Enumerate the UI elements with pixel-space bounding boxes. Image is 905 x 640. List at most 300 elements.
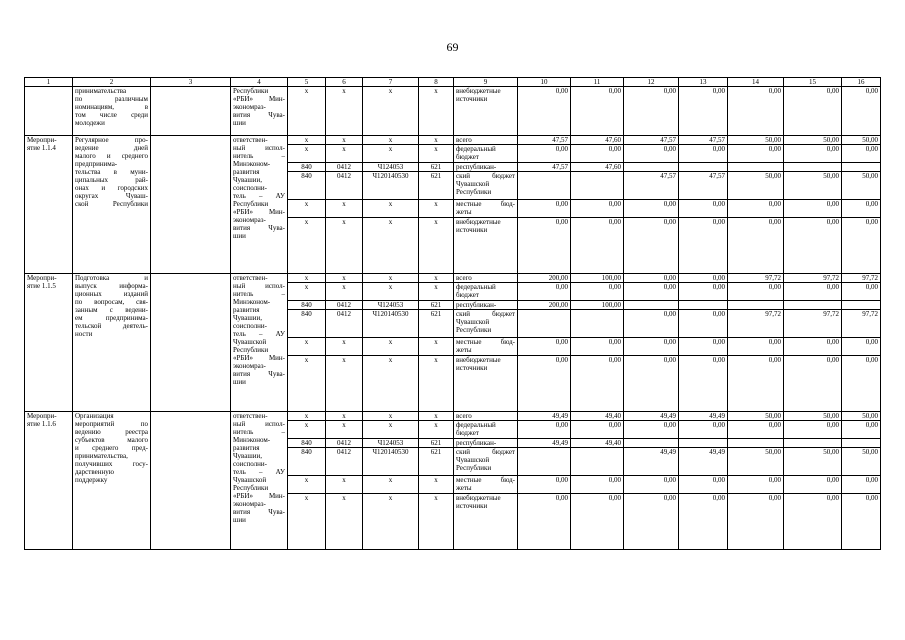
value-cell: [571, 448, 624, 476]
value-cell: [784, 163, 842, 172]
empty-cell: [151, 136, 231, 274]
value-cell: 0,00: [728, 145, 784, 163]
code-cell: x: [288, 421, 326, 439]
code-cell: x: [288, 338, 326, 356]
text-line: источники: [456, 502, 488, 510]
value-cell: 0,00: [842, 283, 881, 301]
source-cell: [454, 448, 518, 476]
value-cell: 50,00: [728, 136, 784, 145]
value-cell: 0,00: [518, 476, 571, 494]
event-name: [73, 274, 151, 412]
code-cell: 0412: [326, 163, 363, 172]
column-header: 4: [231, 78, 288, 87]
value-cell: 0,00: [571, 476, 624, 494]
text-line: вития Чува-: [233, 224, 285, 232]
code-cell: x: [326, 421, 363, 439]
value-cell: 0,00: [571, 356, 624, 412]
value-cell: 0,00: [784, 283, 842, 301]
text-line: Республики: [456, 464, 492, 472]
text-line: Чувашской: [233, 338, 267, 346]
value-cell: 0,00: [679, 283, 728, 301]
text-line: тельской деятель-: [75, 322, 148, 330]
text-line: источники: [456, 95, 488, 103]
source-cell: [454, 136, 518, 145]
value-cell: 50,00: [842, 448, 881, 476]
text-line: Чувашской: [456, 180, 490, 188]
code-cell: x: [288, 412, 326, 421]
text-line: и среднего пред-: [75, 444, 148, 452]
text-line: Республики: [233, 87, 269, 95]
value-cell: 50,00: [842, 136, 881, 145]
text-line: всего: [456, 274, 472, 282]
text-line: федеральный: [456, 283, 496, 291]
text-line: федеральный: [456, 145, 496, 153]
code-cell: x: [419, 494, 454, 550]
value-cell: [518, 310, 571, 338]
value-cell: 0,00: [518, 283, 571, 301]
text-line: Республики: [233, 346, 269, 354]
value-cell: 47,57: [679, 172, 728, 200]
value-cell: [679, 163, 728, 172]
value-cell: 0,00: [728, 200, 784, 218]
text-line: местные бюд-: [456, 338, 515, 346]
text-line: Организация: [75, 412, 114, 420]
value-cell: 0,00: [624, 421, 679, 439]
code-cell: x: [363, 412, 419, 421]
value-cell: 50,00: [728, 448, 784, 476]
value-cell: 0,00: [571, 338, 624, 356]
event-id: [25, 274, 73, 412]
code-cell: x: [419, 87, 454, 136]
executor: [231, 87, 288, 136]
code-cell: Ч120140530: [363, 310, 419, 338]
value-cell: 0,00: [842, 494, 881, 550]
value-cell: 100,00: [571, 301, 624, 310]
code-cell: x: [419, 476, 454, 494]
value-cell: 97,72: [728, 274, 784, 283]
text-line: ный испол-: [233, 144, 285, 152]
text-line: «РБИ» Мин-: [233, 95, 285, 103]
code-cell: x: [288, 87, 326, 136]
code-cell: 621: [419, 310, 454, 338]
text-line: принимательства: [75, 87, 127, 95]
code-cell: 840: [288, 301, 326, 310]
source-cell: [454, 421, 518, 439]
event-id: [25, 136, 73, 274]
value-cell: [518, 172, 571, 200]
text-line: ский бюджет: [456, 310, 515, 318]
value-cell: 0,00: [679, 200, 728, 218]
value-cell: 0,00: [679, 356, 728, 412]
column-header: 3: [151, 78, 231, 87]
text-line: округах Чуваш-: [75, 192, 148, 200]
value-cell: 0,00: [624, 218, 679, 274]
value-cell: [842, 439, 881, 448]
text-line: жеты: [456, 208, 472, 216]
value-cell: [571, 172, 624, 200]
text-line: номинациям, в: [75, 103, 148, 111]
value-cell: 0,00: [784, 476, 842, 494]
value-cell: 0,00: [784, 218, 842, 274]
value-cell: [728, 163, 784, 172]
value-cell: 0,00: [518, 145, 571, 163]
code-cell: x: [419, 283, 454, 301]
value-cell: 47,57: [624, 136, 679, 145]
value-cell: 200,00: [518, 301, 571, 310]
text-line: экономраз-: [233, 362, 266, 370]
text-line: внебюджетные: [456, 87, 501, 95]
code-cell: x: [326, 494, 363, 550]
value-cell: 0,00: [842, 338, 881, 356]
code-cell: x: [288, 200, 326, 218]
value-cell: 47,60: [571, 136, 624, 145]
value-cell: 0,00: [784, 338, 842, 356]
text-line: внебюджетные: [456, 356, 501, 364]
text-line: ской Республики: [75, 200, 148, 208]
text-line: онах и городских: [75, 184, 148, 192]
value-cell: 0,00: [624, 145, 679, 163]
source-cell: [454, 310, 518, 338]
text-line: Минэконом-: [233, 298, 271, 306]
text-line: выпуск информа-: [75, 282, 148, 290]
text-line: ятие 1.1.4: [27, 144, 56, 152]
code-cell: x: [363, 136, 419, 145]
budget-row: [25, 136, 881, 145]
column-header: 2: [73, 78, 151, 87]
text-line: Чувашской: [233, 476, 267, 484]
value-cell: 0,00: [624, 87, 679, 136]
source-cell: [454, 439, 518, 448]
code-cell: x: [419, 136, 454, 145]
page-number: 69: [446, 40, 459, 54]
code-cell: x: [326, 87, 363, 136]
value-cell: [728, 301, 784, 310]
text-line: дарственную: [75, 468, 114, 476]
value-cell: 0,00: [624, 494, 679, 550]
code-cell: x: [419, 356, 454, 412]
text-line: малого и среднего: [75, 152, 148, 160]
value-cell: [842, 163, 881, 172]
column-header: 13: [679, 78, 728, 87]
value-cell: 0,00: [571, 283, 624, 301]
text-line: по вопросам, свя-: [75, 298, 148, 306]
event-name: [73, 136, 151, 274]
value-cell: 0,00: [571, 421, 624, 439]
value-cell: 0,00: [842, 356, 881, 412]
value-cell: 0,00: [624, 476, 679, 494]
value-cell: 49,49: [518, 439, 571, 448]
value-cell: 0,00: [518, 218, 571, 274]
code-cell: x: [288, 356, 326, 412]
code-cell: x: [363, 421, 419, 439]
code-cell: x: [363, 338, 419, 356]
column-header: 6: [326, 78, 363, 87]
value-cell: 47,57: [518, 163, 571, 172]
text-line: молодежи: [75, 119, 105, 127]
value-cell: 0,00: [518, 338, 571, 356]
text-line: тельства в муни-: [75, 168, 148, 176]
text-line: Меропри-: [27, 412, 57, 420]
code-cell: x: [363, 200, 419, 218]
code-cell: 621: [419, 301, 454, 310]
value-cell: 50,00: [784, 412, 842, 421]
empty-cell: [151, 87, 231, 136]
text-line: ем предпринима-: [75, 314, 148, 322]
text-line: соисполни-: [233, 322, 267, 330]
source-cell: [454, 338, 518, 356]
text-line: жеты: [456, 346, 472, 354]
text-line: жеты: [456, 484, 472, 492]
text-line: ный испол-: [233, 420, 285, 428]
value-cell: 0,00: [679, 274, 728, 283]
value-cell: [679, 439, 728, 448]
source-cell: [454, 87, 518, 136]
value-cell: 0,00: [679, 494, 728, 550]
code-cell: x: [326, 136, 363, 145]
value-cell: [679, 301, 728, 310]
code-cell: x: [326, 200, 363, 218]
code-cell: x: [326, 283, 363, 301]
code-cell: x: [363, 145, 419, 163]
code-cell: 621: [419, 439, 454, 448]
text-line: мероприятий по: [75, 420, 148, 428]
source-cell: [454, 494, 518, 550]
text-line: шии: [233, 119, 246, 127]
value-cell: 100,00: [571, 274, 624, 283]
source-cell: [454, 356, 518, 412]
code-cell: x: [363, 218, 419, 274]
budget-table: [24, 77, 881, 550]
value-cell: [784, 439, 842, 448]
value-cell: 0,00: [784, 87, 842, 136]
executor: [231, 412, 288, 550]
code-cell: x: [363, 356, 419, 412]
value-cell: 50,00: [842, 412, 881, 421]
value-cell: 0,00: [518, 200, 571, 218]
text-line: развития: [233, 168, 260, 176]
value-cell: 0,00: [728, 218, 784, 274]
value-cell: 0,00: [842, 145, 881, 163]
code-cell: 621: [419, 163, 454, 172]
source-cell: [454, 200, 518, 218]
budget-row: [25, 274, 881, 283]
text-line: «РБИ» Мин-: [233, 492, 285, 500]
value-cell: [784, 301, 842, 310]
text-line: «РБИ» Мин-: [233, 208, 285, 216]
text-line: ционных изданий: [75, 290, 148, 298]
text-line: источники: [456, 364, 488, 372]
value-cell: 0,00: [728, 87, 784, 136]
text-line: республикан-: [456, 439, 497, 447]
text-line: получивших госу-: [75, 460, 148, 468]
text-line: Республики: [456, 326, 492, 334]
text-line: субъектов малого: [75, 436, 148, 444]
value-cell: [842, 301, 881, 310]
text-line: Республики: [233, 484, 269, 492]
executor: [231, 274, 288, 412]
value-cell: 50,00: [842, 172, 881, 200]
code-cell: x: [419, 218, 454, 274]
code-cell: x: [288, 494, 326, 550]
empty-cell: [25, 87, 73, 136]
text-line: экономраз-: [233, 500, 266, 508]
text-line: шии: [233, 516, 246, 524]
text-line: экономраз-: [233, 103, 266, 111]
text-line: ответствен-: [233, 136, 268, 144]
column-header: 8: [419, 78, 454, 87]
code-cell: x: [326, 145, 363, 163]
column-header: 7: [363, 78, 419, 87]
column-header: 9: [454, 78, 518, 87]
text-line: местные бюд-: [456, 200, 515, 208]
text-line: Регулярное про-: [75, 136, 148, 144]
text-line: тель – АУ: [233, 330, 285, 338]
empty-cell: [151, 274, 231, 412]
code-cell: x: [288, 136, 326, 145]
text-line: ский бюджет: [456, 448, 515, 456]
value-cell: 0,00: [784, 356, 842, 412]
text-line: вития Чува-: [233, 111, 285, 119]
text-line: всего: [456, 412, 472, 420]
value-cell: 0,00: [679, 218, 728, 274]
text-line: всего: [456, 136, 472, 144]
value-cell: 0,00: [784, 200, 842, 218]
text-line: республикан-: [456, 301, 497, 309]
code-cell: 840: [288, 439, 326, 448]
text-line: нитель –: [233, 428, 285, 436]
value-cell: [728, 439, 784, 448]
code-cell: x: [288, 283, 326, 301]
text-line: бюджет: [456, 429, 479, 437]
value-cell: 97,72: [842, 310, 881, 338]
text-line: Республики: [456, 188, 492, 196]
column-header: 1: [25, 78, 73, 87]
code-cell: x: [326, 412, 363, 421]
value-cell: 49,40: [571, 439, 624, 448]
source-cell: [454, 218, 518, 274]
source-cell: [454, 172, 518, 200]
value-cell: 0,00: [728, 421, 784, 439]
code-cell: 621: [419, 448, 454, 476]
value-cell: 0,00: [518, 87, 571, 136]
text-line: бюджет: [456, 291, 479, 299]
empty-cell: [151, 412, 231, 550]
text-line: ский бюджет: [456, 172, 515, 180]
text-line: поддержку: [75, 476, 108, 484]
code-cell: 840: [288, 172, 326, 200]
column-header: 11: [571, 78, 624, 87]
code-cell: x: [288, 476, 326, 494]
source-cell: [454, 274, 518, 283]
code-cell: x: [288, 145, 326, 163]
event-name: [73, 87, 151, 136]
code-cell: x: [326, 218, 363, 274]
value-cell: 47,57: [518, 136, 571, 145]
value-cell: [518, 448, 571, 476]
code-cell: 840: [288, 448, 326, 476]
value-cell: 0,00: [784, 145, 842, 163]
text-line: ответствен-: [233, 274, 268, 282]
value-cell: 0,00: [679, 145, 728, 163]
text-line: источники: [456, 226, 488, 234]
text-line: ведению реестра: [75, 428, 148, 436]
value-cell: 0,00: [624, 338, 679, 356]
value-cell: 47,57: [679, 136, 728, 145]
value-cell: 0,00: [624, 310, 679, 338]
value-cell: [624, 439, 679, 448]
value-cell: 50,00: [728, 172, 784, 200]
text-line: нитель –: [233, 152, 285, 160]
text-line: ответствен-: [233, 412, 268, 420]
text-line: принимательства,: [75, 452, 128, 460]
text-line: по различным: [75, 95, 148, 103]
column-header: 12: [624, 78, 679, 87]
value-cell: 50,00: [784, 172, 842, 200]
code-cell: Ч120140530: [363, 448, 419, 476]
value-cell: 200,00: [518, 274, 571, 283]
text-line: шии: [233, 232, 246, 240]
code-cell: x: [419, 274, 454, 283]
code-cell: Ч124053: [363, 163, 419, 172]
text-line: том числе среди: [75, 111, 148, 119]
text-line: Минэконом-: [233, 160, 271, 168]
text-line: занным с ведени-: [75, 306, 148, 314]
code-cell: 0412: [326, 301, 363, 310]
code-cell: x: [419, 200, 454, 218]
text-line: Чувашии,: [233, 176, 263, 184]
column-header: 10: [518, 78, 571, 87]
code-cell: x: [288, 218, 326, 274]
code-cell: x: [326, 356, 363, 412]
code-cell: 0412: [326, 439, 363, 448]
text-line: тель – АУ: [233, 468, 285, 476]
code-cell: x: [419, 145, 454, 163]
text-line: вития Чува-: [233, 370, 285, 378]
code-cell: x: [363, 494, 419, 550]
code-cell: 0412: [326, 172, 363, 200]
value-cell: 0,00: [679, 310, 728, 338]
text-line: Чувашской: [456, 318, 490, 326]
text-line: Чувашии,: [233, 452, 263, 460]
text-line: тель – АУ: [233, 192, 285, 200]
text-line: Минэконом-: [233, 436, 271, 444]
text-line: Чувашской: [456, 456, 490, 464]
code-cell: x: [326, 338, 363, 356]
text-line: ятие 1.1.5: [27, 282, 56, 290]
continuation-row: [25, 87, 881, 136]
value-cell: 0,00: [571, 145, 624, 163]
value-cell: 0,00: [518, 356, 571, 412]
code-cell: Ч124053: [363, 439, 419, 448]
text-line: экономраз-: [233, 216, 266, 224]
text-line: федеральный: [456, 421, 496, 429]
value-cell: 97,72: [784, 310, 842, 338]
text-line: внебюджетные: [456, 218, 501, 226]
column-header: 15: [784, 78, 842, 87]
source-cell: [454, 301, 518, 310]
value-cell: 0,00: [624, 356, 679, 412]
value-cell: [624, 301, 679, 310]
code-cell: 0412: [326, 448, 363, 476]
value-cell: 0,00: [571, 494, 624, 550]
code-cell: x: [363, 274, 419, 283]
text-line: ный испол-: [233, 282, 285, 290]
text-line: Меропри-: [27, 136, 57, 144]
column-header: 14: [728, 78, 784, 87]
value-cell: 0,00: [624, 274, 679, 283]
value-cell: 0,00: [679, 338, 728, 356]
text-line: местные бюд-: [456, 476, 515, 484]
